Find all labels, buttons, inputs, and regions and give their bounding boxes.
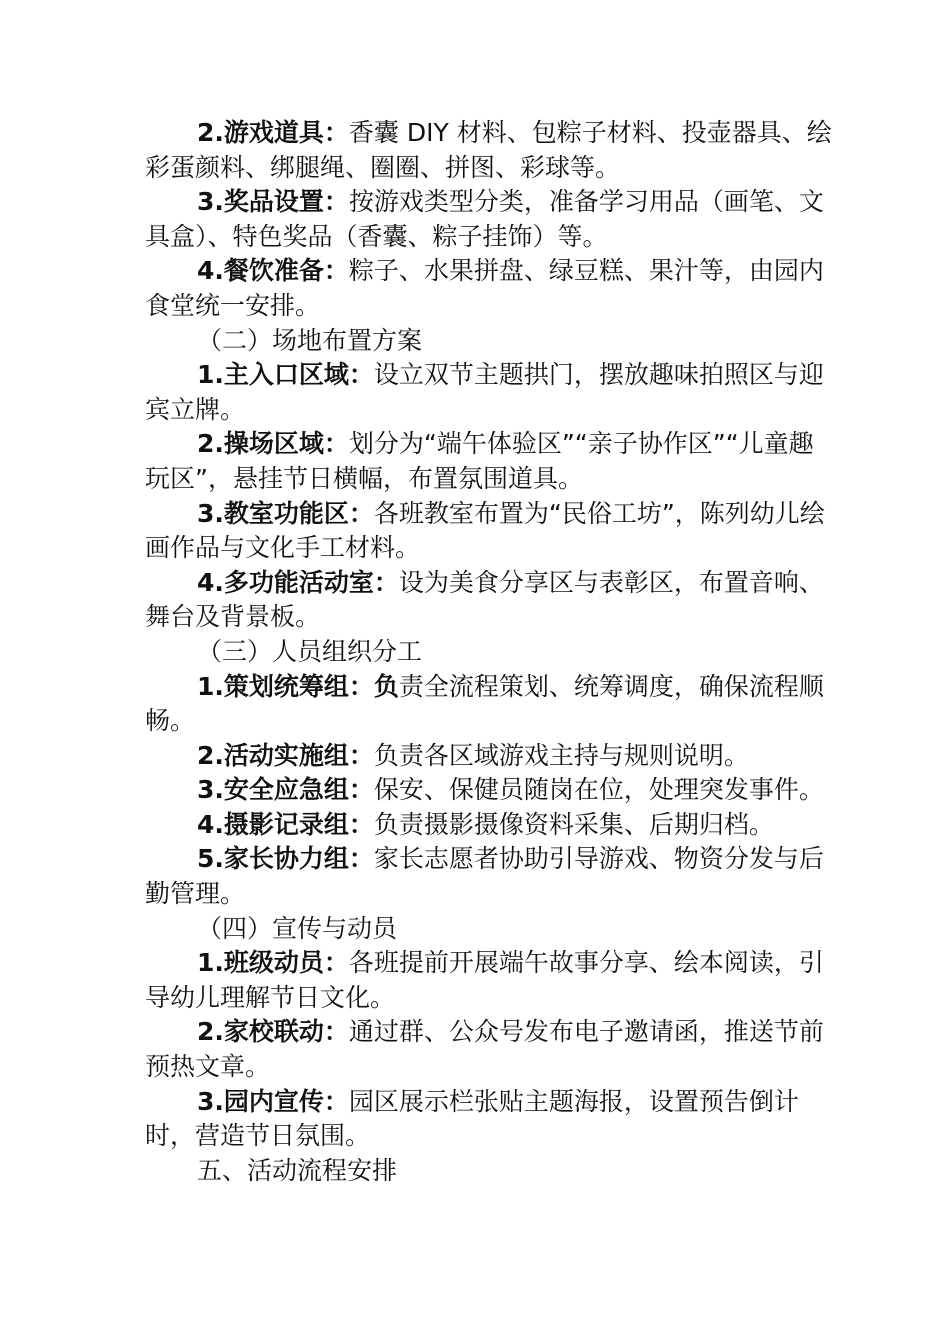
item-classroom [145, 497, 835, 566]
item-text: 负责各区域游戏主持与规则说明。 [373, 740, 749, 770]
item-text: 各班提前开展端午故事分享、绘本阅读，引导幼儿理解节日文化。 [145, 948, 824, 1012]
section-heading-publicity: （四）宣传与动员 [197, 913, 398, 943]
item-text: 划分为“端午体验区”“亲子协作区”“儿童趣玩区”，悬挂节日横幅，布置氛围道具。 [145, 429, 814, 493]
item-text: 家长志愿者协助引导游戏、物资分发与后勤管理。 [145, 844, 824, 909]
item-label: 3.安全应急组： [197, 775, 374, 805]
section-heading-process: 五、活动流程安排 [197, 1155, 398, 1185]
item-text: 责全流程策划、统筹调度，确保流程顺畅。 [145, 671, 824, 736]
item-text: 园区展示栏张贴主题海报，设置预告倒计时，营造节日氛围。 [145, 1086, 799, 1151]
item-text: 设为美食分享区与表彰区，布置音响、舞台及背景板。 [145, 567, 824, 632]
item-label: 1.班级动员： [197, 948, 349, 978]
item-label: 4.摄影记录组： [197, 809, 374, 839]
item-campus-publicity [145, 1085, 835, 1154]
item-label: 1.主入口区域： [197, 360, 374, 390]
item-text: 保安、保健员随岗在位，处理突发事件。 [373, 775, 824, 805]
item-text: 负责摄影摄像资料采集、后期归档。 [373, 809, 774, 839]
item-main-entrance [145, 358, 835, 427]
item-implementation-group [145, 739, 835, 774]
item-label: 2.游戏道具： [197, 118, 349, 147]
item-label: 2.活动实施组： [197, 740, 374, 770]
item-planning-group [145, 670, 835, 739]
item-parent-group [145, 842, 835, 911]
item-label: 4.多功能活动室： [197, 567, 399, 597]
item-home-school [145, 1015, 835, 1084]
item-label: 3.教室功能区： [197, 498, 374, 528]
item-label: 4.餐饮准备： [197, 256, 349, 286]
item-label: 2.家校联动： [197, 1017, 349, 1047]
item-catering [145, 254, 835, 323]
item-label: 3.奖品设置： [197, 187, 349, 217]
document-body [145, 116, 835, 1188]
item-safety-group [145, 773, 835, 808]
section-heading-venue: （二）场地布置方案 [197, 325, 423, 355]
item-text: 通过群、公众号发布电子邀请函，推送节前预热文章。 [145, 1017, 824, 1082]
section-heading-staff: （三）人员组织分工 [197, 636, 423, 666]
item-playground [145, 427, 835, 496]
item-text: 按游戏类型分类，准备学习用品（画笔、文具盒）、特色奖品（香囊、粽子挂饰）等。 [145, 187, 824, 251]
item-photo-group [145, 808, 835, 843]
item-class-mobilization [145, 946, 835, 1015]
item-label: 1.策划统筹组：负 [197, 671, 399, 701]
item-label: 5.家长协力组： [197, 844, 374, 874]
item-prize-setup [145, 185, 835, 254]
item-text: 香囊 DIY 材料、包粽子材料、投壶器具、绘彩蛋颜料、绑腿绳、圈圈、拼图、彩球等。 [145, 118, 832, 182]
item-multi-room [145, 566, 835, 635]
item-text: 粽子、水果拼盘、绿豆糕、果汁等，由园内食堂统一安排。 [145, 256, 824, 320]
item-text: 设立双节主题拱门，摆放趣味拍照区与迎宾立牌。 [145, 360, 824, 424]
item-label: 2.操场区域： [197, 429, 349, 459]
item-label: 3.园内宣传： [197, 1086, 349, 1116]
item-text: 各班教室布置为“民俗工坊”，陈列幼儿绘画作品与文化手工材料。 [145, 498, 825, 563]
item-game-props [145, 116, 835, 185]
